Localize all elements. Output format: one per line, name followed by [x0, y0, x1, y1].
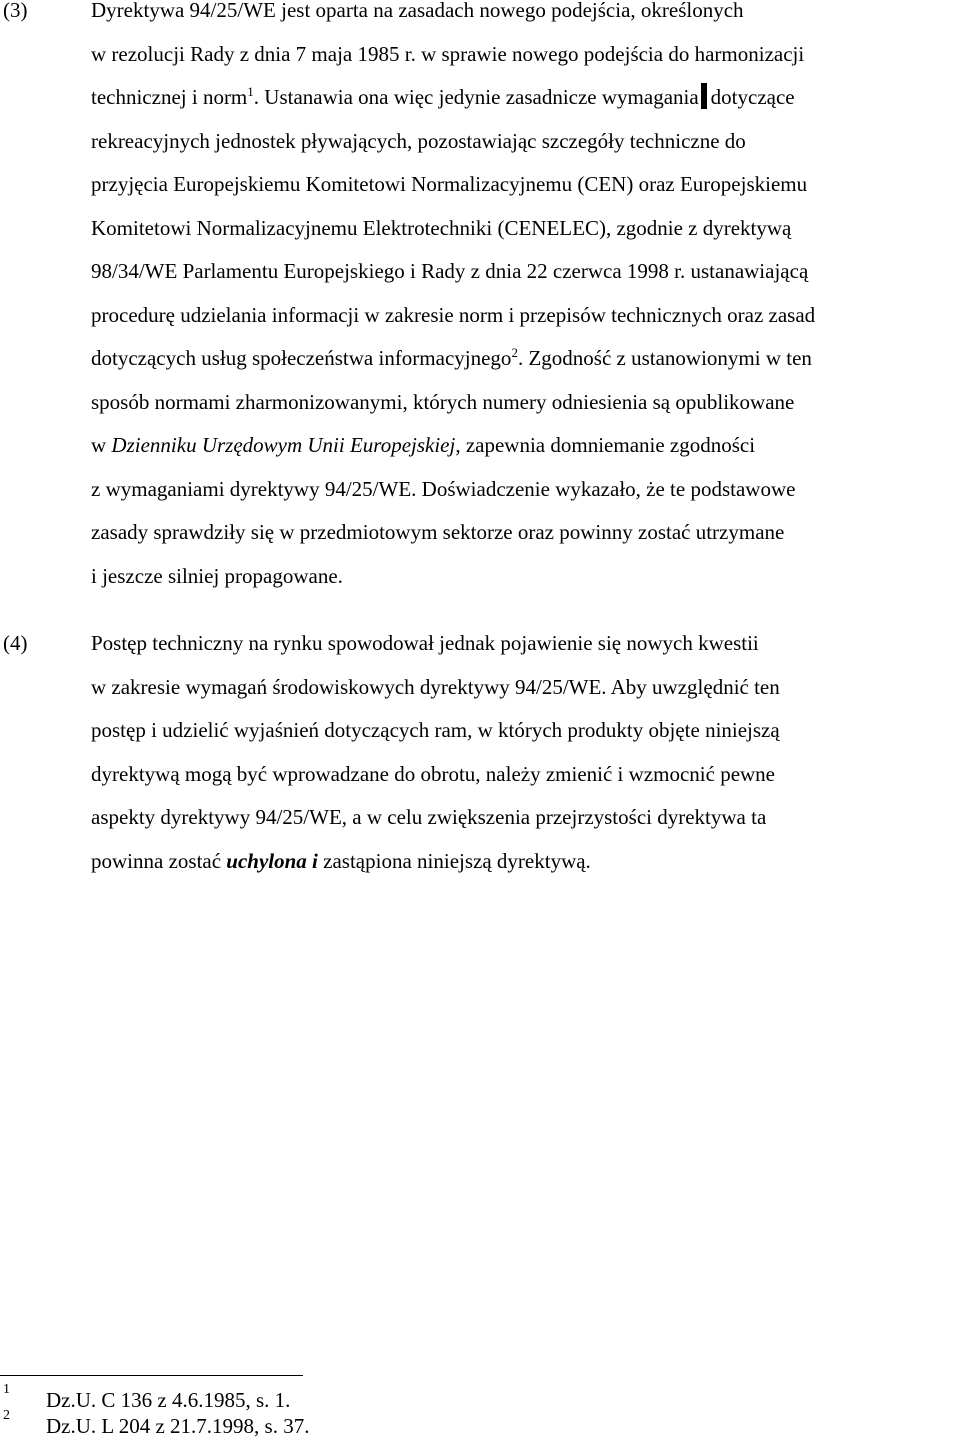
text-line: przyjęcia Europejskiemu Komitetowi Normalizacyjnemu (CEN) oraz Europejskiemu: [91, 172, 808, 196]
text-line: zasady sprawdziły się w przedmiotowym sektorze oraz powinny zostać utrzymane: [91, 520, 785, 544]
text-span: . Zgodność z ustanowionymi w ten: [517, 346, 812, 370]
recital-text: [91, 0, 959, 598]
text-span: . Ustanawia ona więc jedynie zasadnicze wymagania: [253, 85, 699, 109]
text-line: sposób normami zharmonizowanymi, których numery odniesienia są opublikowane: [91, 389, 795, 414]
text-line: Dyrektywa 94/25/WE jest oparta na zasadach nowego podejścia, określonych: [91, 0, 744, 22]
text-line: w rezolucji Rady z dnia 7 maja 1985 r. w sprawie nowego podejścia do harmonizacji: [91, 41, 805, 66]
footnote-number: 1: [3, 1382, 10, 1397]
text-span: , zapewnia domniemanie zgodności: [455, 433, 756, 457]
text-span: powinna zostać: [91, 848, 227, 873]
text-line: postęp i udzielić wyjaśnień dotyczących ram, w których produkty objęte niniejszą: [91, 718, 780, 742]
text-line: Postęp techniczny na rynku spowodował jednak pojawienie się nowych kwestii: [91, 631, 759, 655]
footnote-text: Dz.U. L 204 z 21.7.1998, s. 37.: [46, 1414, 310, 1438]
recital-text: [91, 622, 959, 883]
recital-number: (3): [3, 0, 28, 22]
footnote-separator: [0, 1375, 303, 1376]
text-span: dotyczące: [710, 85, 795, 109]
text-line: Komitetowi Normalizacyjnemu Elektrotechniki (CENELEC), zgodnie z dyrektywą: [91, 215, 792, 240]
text-line: i jeszcze silniej propagowane.: [91, 563, 343, 588]
text-line: w zakresie wymagań środowiskowych dyrektywy 94/25/WE. Aby uwzględnić ten: [91, 674, 780, 699]
emphasized-text: uchylona i: [226, 848, 318, 873]
text-span: dotyczących usług społeczeństwa informacyjnego: [91, 346, 512, 370]
journal-title-italic: Dzienniku Urzędowym Unii Europejskiej: [111, 433, 456, 457]
footnote-number: 2: [3, 1408, 10, 1423]
text-span: zastąpiona niniejszą dyrektywą.: [317, 848, 591, 873]
change-bar-marker: [701, 83, 707, 109]
footnote-text: Dz.U. C 136 z 4.6.1985, s. 1.: [46, 1388, 291, 1412]
text-line: dyrektywą mogą być wprowadzane do obrotu, należy zmienić i wzmocnić pewne: [91, 761, 775, 786]
text-line: procedurę udzielania informacji w zakresie norm i przepisów technicznych oraz zasad: [91, 302, 816, 327]
text-line: [91, 840, 959, 884]
text-line: rekreacyjnych jednostek pływających, pozostawiając szczegóły techniczne do: [91, 128, 746, 153]
recital-number: (4): [3, 631, 28, 655]
text-line: [91, 424, 959, 468]
text-span: technicznej i norm: [91, 85, 248, 109]
text-span: w: [91, 433, 112, 457]
text-line: aspekty dyrektywy 94/25/WE, a w celu zwiększenia przejrzystości dyrektywa ta: [91, 805, 767, 829]
text-line: 98/34/WE Parlamentu Europejskiego i Rady z dnia 22 czerwca 1998 r. ustanawiającą: [91, 259, 809, 283]
footnote-ref-2[interactable]: 2: [511, 345, 518, 360]
text-line: z wymaganiami dyrektywy 94/25/WE. Doświadczenie wykazało, że te podstawowe: [91, 476, 796, 501]
text-line: [91, 76, 959, 120]
footnote-ref-1[interactable]: 1: [247, 84, 254, 99]
text-line: [91, 337, 959, 381]
